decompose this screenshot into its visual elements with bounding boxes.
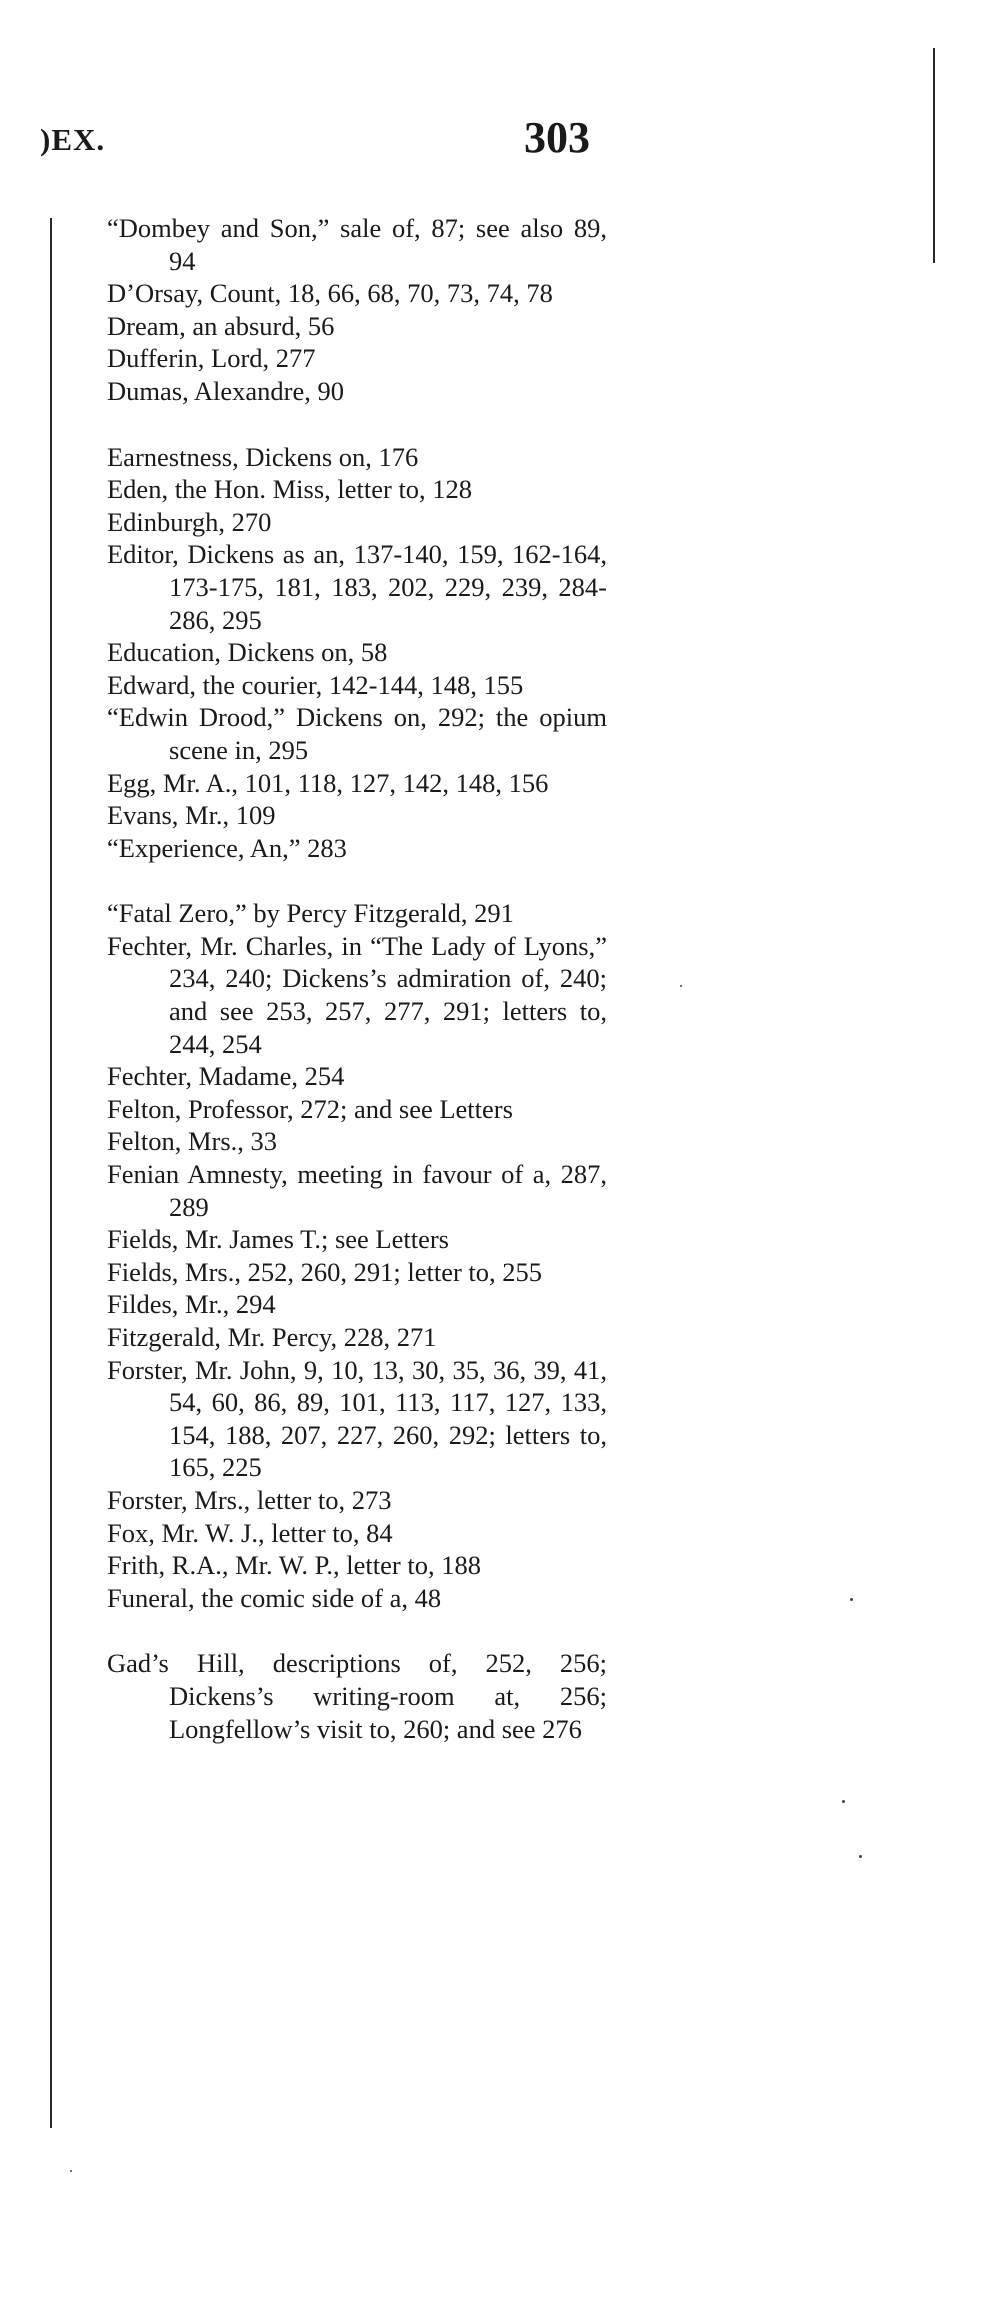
index-entry: Fields, Mrs., 252, 260, 291; letter to, 255 bbox=[107, 1256, 543, 1287]
page-number: 303 bbox=[524, 113, 590, 162]
index-entry: Education, Dickens on, 58 bbox=[107, 637, 388, 668]
index-entry: Fox, Mr. W. J., letter to, 84 bbox=[107, 1517, 393, 1548]
index-entry: Fechter, Mr. Charles, in “The Lady of Lyons,” 234, 240; Dickens’s admiration of, 240; and see 253, 257, 277, 291; letters to, 244, 254 bbox=[107, 930, 607, 1059]
index-entry: Egg, Mr. A., 101, 118, 127, 142, 148, 156 bbox=[107, 767, 549, 798]
index-column bbox=[107, 212, 607, 1745]
index-entry: Gad’s Hill, descriptions of, 252, 256; Dickens’s writing-room at, 256; Longfellow’s visit to, 260; and see 276 bbox=[107, 1648, 607, 1744]
index-entry: Earnestness, Dickens on, 176 bbox=[107, 441, 419, 472]
index-entry: “Experience, An,” 283 bbox=[107, 832, 347, 863]
index-entry: Dufferin, Lord, 277 bbox=[107, 343, 316, 374]
index-entry: Editor, Dickens as an, 137-140, 159, 162-164, 173-175, 181, 183, 202, 229, 239, 284-286, 295 bbox=[107, 539, 607, 635]
index-entry: Forster, Mrs., letter to, 273 bbox=[107, 1484, 392, 1515]
index-entry: Dumas, Alexandre, 90 bbox=[107, 375, 344, 406]
index-entry: “Fatal Zero,” by Percy Fitzgerald, 291 bbox=[107, 898, 514, 929]
paper-speck bbox=[842, 1800, 845, 1803]
index-entry: Fechter, Madame, 254 bbox=[107, 1061, 345, 1092]
index-entry: Edinburgh, 270 bbox=[107, 506, 272, 537]
page-edge-rule bbox=[933, 48, 935, 263]
paper-speck bbox=[850, 1598, 853, 1601]
index-entry: Frith, R.A., Mr. W. P., letter to, 188 bbox=[107, 1550, 481, 1581]
index-entry: “Dombey and Son,” sale of, 87; see also 89, 94 bbox=[107, 213, 607, 276]
paper-speck bbox=[70, 2170, 72, 2172]
index-entry: Funeral, the comic side of a, 48 bbox=[107, 1582, 442, 1613]
index-group-g bbox=[107, 1647, 607, 1745]
running-head: )EX. bbox=[40, 122, 106, 157]
index-entry: Dream, an absurd, 56 bbox=[107, 310, 335, 341]
paper-speck bbox=[859, 1855, 862, 1858]
index-entry: Forster, Mr. John, 9, 10, 13, 30, 35, 36, 39, 41, 54, 60, 86, 89, 101, 113, 117, 127, 133, 154, 188, 207, 227, 260, 292; letters to, 165, 225 bbox=[107, 1354, 607, 1483]
column-rule bbox=[50, 218, 52, 2128]
paper-speck bbox=[680, 985, 682, 987]
index-entry: Fitzgerald, Mr. Percy, 228, 271 bbox=[107, 1322, 437, 1352]
index-entry: Eden, the Hon. Miss, letter to, 128 bbox=[107, 474, 473, 505]
index-entry: Fields, Mr. James T.; see Letters bbox=[107, 1224, 449, 1255]
index-entry: Evans, Mr., 109 bbox=[107, 800, 276, 831]
index-group-e bbox=[107, 441, 607, 865]
index-group-d bbox=[107, 212, 607, 408]
index-entry: Felton, Mrs., 33 bbox=[107, 1126, 278, 1157]
index-entry: D’Orsay, Count, 18, 66, 68, 70, 73, 74, 78 bbox=[107, 278, 553, 309]
index-entry: Fildes, Mr., 294 bbox=[107, 1289, 276, 1320]
index-entry: Felton, Professor, 272; and see Letters bbox=[107, 1093, 513, 1124]
index-entry: Edward, the courier, 142-144, 148, 155 bbox=[107, 669, 524, 700]
index-entry: “Edwin Drood,” Dickens on, 292; the opium scene in, 295 bbox=[107, 702, 607, 765]
index-entry: Fenian Amnesty, meeting in favour of a, 287, 289 bbox=[107, 1159, 607, 1222]
index-group-f bbox=[107, 897, 607, 1614]
